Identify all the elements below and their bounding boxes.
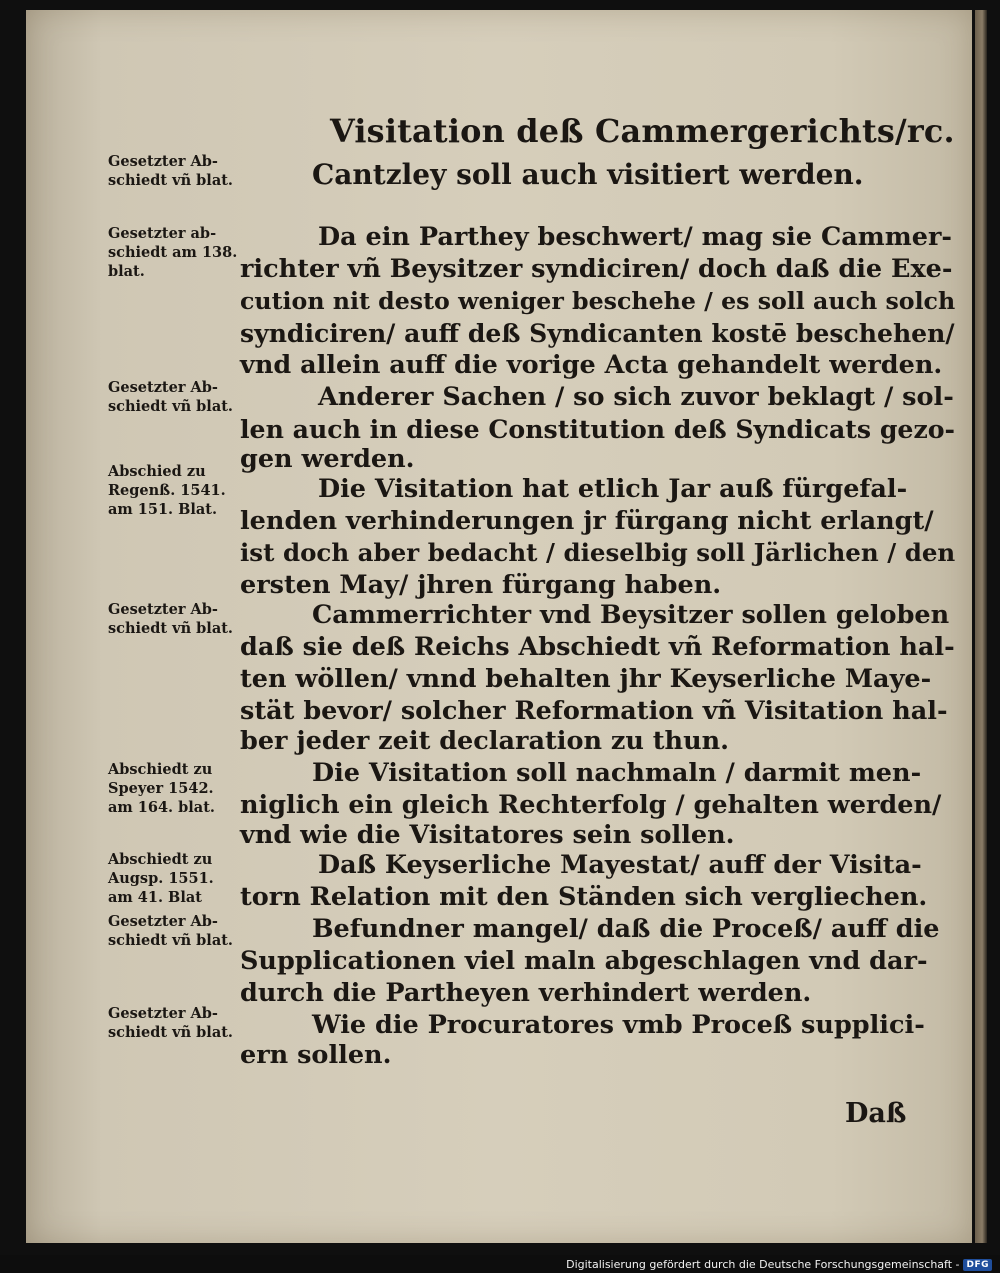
dfg-logo: DFG bbox=[963, 1259, 992, 1271]
catchword: Daß bbox=[845, 1098, 907, 1129]
margin-note-line: Abschied zu bbox=[108, 463, 206, 480]
text-line: durch die Partheyen verhindert werden. bbox=[240, 978, 812, 1008]
text-line: torn Relation mit den Ständen sich vergliechen. bbox=[240, 882, 928, 912]
text-line: Da ein Parthey beschwert/ mag sie Cammer- bbox=[318, 222, 952, 252]
text-line: Befundner mangel/ daß die Proceß/ auff die bbox=[312, 914, 940, 944]
margin-note-line: blat. bbox=[108, 263, 145, 280]
margin-note-line: schiedt vñ blat. bbox=[108, 1024, 233, 1041]
text-line: lenden verhinderungen jr fürgang nicht erlangt/ bbox=[240, 506, 934, 536]
margin-note-line: am 41. Blat bbox=[108, 889, 202, 906]
text-line: Supplicationen viel maln abgeschlagen vnd dar- bbox=[240, 946, 928, 976]
text-line: gen werden. bbox=[240, 444, 415, 474]
margin-note-line: Speyer 1542. bbox=[108, 780, 214, 797]
text-line: ten wöllen/ vnnd behalten jhr Keyserliche Maye- bbox=[240, 664, 932, 694]
margin-note-line: schiedt vñ blat. bbox=[108, 398, 233, 415]
text-line: Cammerrichter vnd Beysitzer sollen geloben bbox=[312, 600, 950, 630]
text-line: Die Visitation soll nachmaln / darmit men- bbox=[312, 758, 922, 788]
margin-note bbox=[108, 1004, 233, 1042]
margin-note bbox=[108, 760, 215, 817]
margin-note bbox=[108, 378, 233, 416]
margin-note-line: schiedt vñ blat. bbox=[108, 932, 233, 949]
margin-note-line: schiedt vñ blat. bbox=[108, 172, 233, 189]
credit-text: Digitalisierung gefördert durch die Deutsche Forschungsgemeinschaft - bbox=[566, 1258, 960, 1271]
margin-note-line: schiedt am 138. bbox=[108, 244, 238, 261]
margin-note-line: Augsp. 1551. bbox=[108, 870, 214, 887]
margin-note-line: Abschiedt zu bbox=[108, 761, 213, 778]
page-edge bbox=[975, 10, 987, 1243]
text-line: vnd allein auff die vorige Acta gehandelt werden. bbox=[240, 350, 943, 380]
text-line: syndiciren/ auff deß Syndicanten kostē beschehen/ bbox=[240, 318, 955, 348]
digitization-credit bbox=[566, 1256, 992, 1273]
margin-note bbox=[108, 224, 237, 281]
margin-note-line: schiedt vñ blat. bbox=[108, 620, 233, 637]
margin-note bbox=[108, 152, 233, 190]
text-line: Die Visitation hat etlich Jar auß fürgefal- bbox=[318, 474, 908, 504]
text-line: niglich ein gleich Rechterfolg / gehalten werden/ bbox=[240, 790, 942, 820]
text-line: Daß Keyserliche Mayestat/ auff der Visita- bbox=[318, 850, 922, 880]
margin-note bbox=[108, 462, 226, 519]
text-line: vnd wie die Visitatores sein sollen. bbox=[240, 820, 735, 850]
margin-note-line: Gesetzter Ab- bbox=[108, 601, 218, 618]
text-line: ersten May/ jhren fürgang haben. bbox=[240, 570, 722, 600]
margin-note-line: Gesetzter Ab- bbox=[108, 1005, 218, 1022]
text-line: ist doch aber bedacht / dieselbig soll Järlichen / den bbox=[240, 538, 956, 567]
text-line: daß sie deß Reichs Abschiedt vñ Reformation hal- bbox=[240, 632, 955, 662]
text-line: ern sollen. bbox=[240, 1040, 392, 1070]
margin-note bbox=[108, 600, 233, 638]
margin-note-line: Regenß. 1541. bbox=[108, 482, 226, 499]
margin-note-line: am 151. Blat. bbox=[108, 501, 218, 518]
text-line: richter vñ Beysitzer syndiciren/ doch daß die Exe- bbox=[240, 254, 953, 284]
text-line: stät bevor/ solcher Reformation vñ Visitation hal- bbox=[240, 696, 948, 726]
margin-note-line: Gesetzter Ab- bbox=[108, 913, 218, 930]
margin-note bbox=[108, 912, 233, 950]
margin-note-line: Gesetzter Ab- bbox=[108, 153, 218, 170]
text-line: Anderer Sachen / so sich zuvor beklagt / sol- bbox=[318, 382, 954, 412]
margin-note-line: Abschiedt zu bbox=[108, 851, 213, 868]
margin-note-line: am 164. blat. bbox=[108, 799, 215, 816]
text-line: Wie die Procuratores vmb Proceß supplici- bbox=[312, 1010, 925, 1040]
page-heading: Visitation deß Cammergerichts/rc. bbox=[330, 112, 955, 150]
text-line: ber jeder zeit declaration zu thun. bbox=[240, 726, 730, 756]
margin-note-line: Gesetzter Ab- bbox=[108, 379, 218, 396]
section-heading: Cantzley soll auch visitiert werden. bbox=[312, 158, 864, 191]
text-line: len auch in diese Constitution deß Syndicats gezo- bbox=[240, 414, 955, 444]
text-line: cution nit desto weniger beschehe / es soll auch solch bbox=[240, 287, 956, 315]
margin-note bbox=[108, 850, 214, 907]
margin-note-line: Gesetzter ab- bbox=[108, 225, 217, 242]
